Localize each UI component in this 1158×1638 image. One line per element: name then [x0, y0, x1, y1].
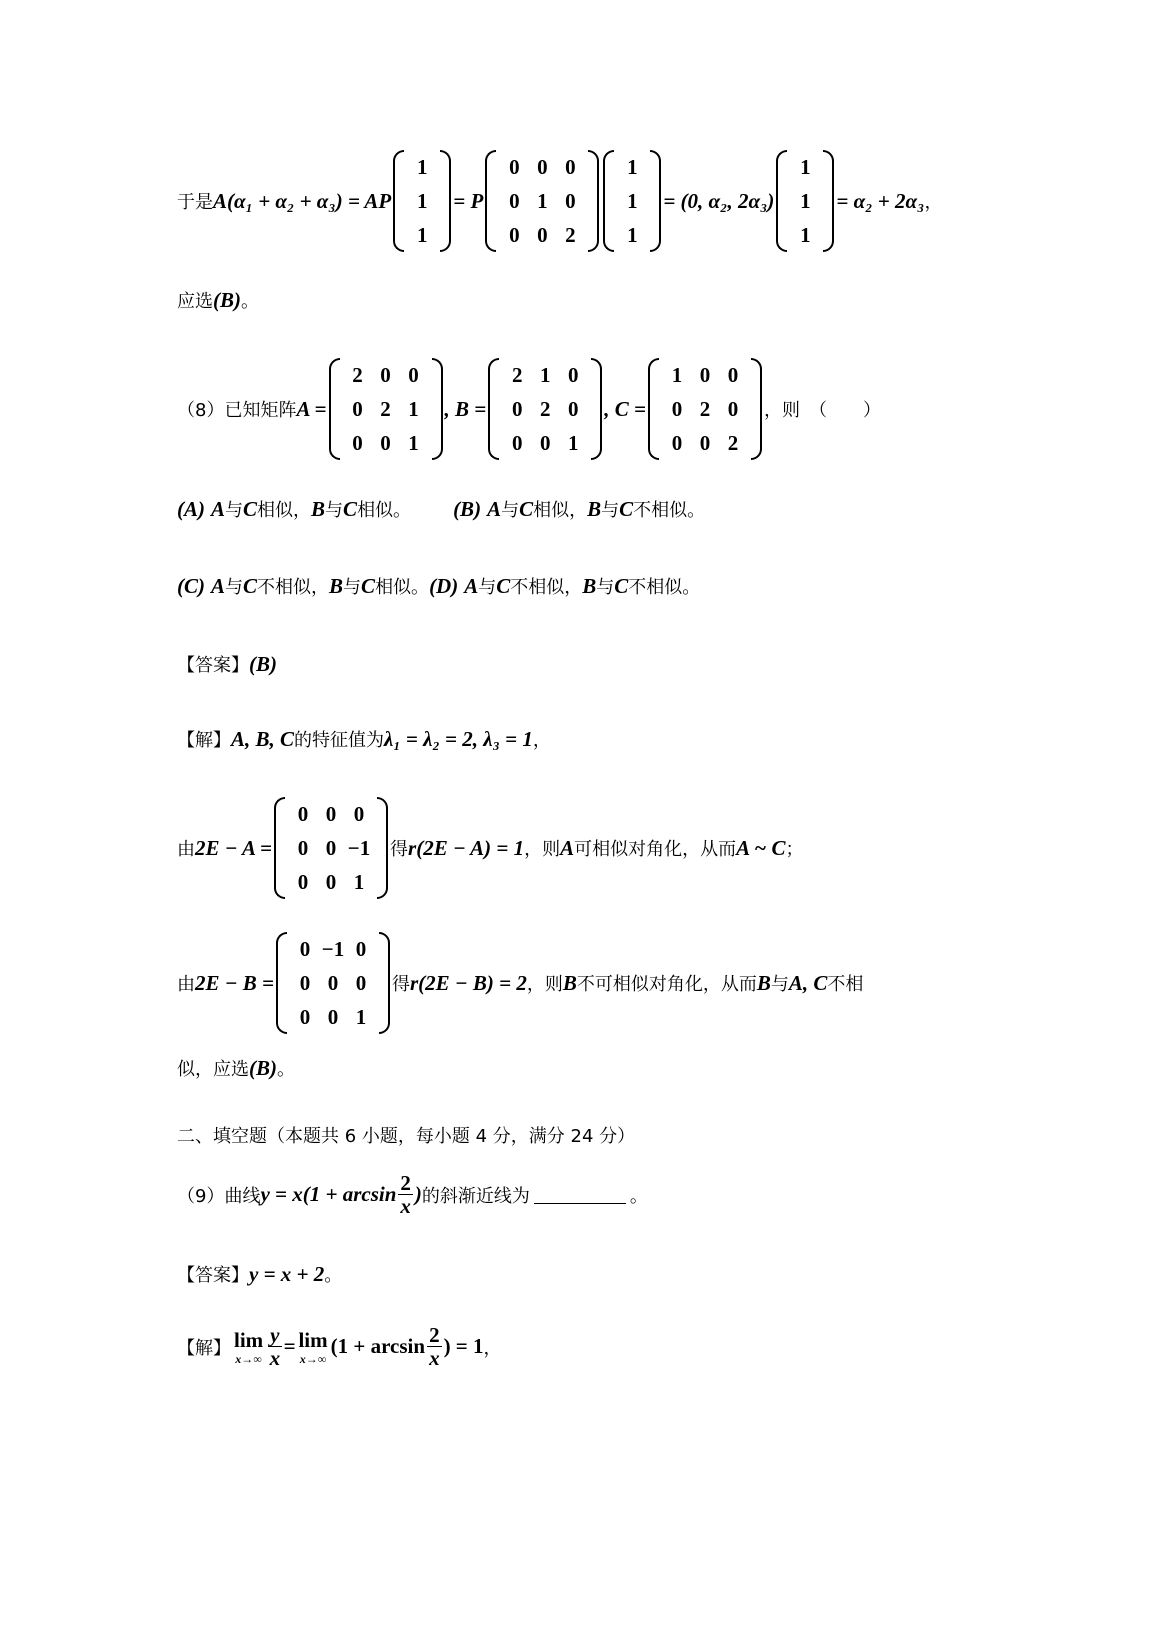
m-cell: 0 — [327, 1005, 339, 1029]
p-cell: 0 — [509, 223, 520, 247]
q9-end: 。 — [629, 1185, 648, 1207]
option-c-text: 与 — [225, 577, 244, 598]
option-b-text: 相似， — [533, 500, 588, 521]
option-c-text: 与 — [343, 577, 362, 598]
matrix-B — [488, 358, 602, 460]
p-cell: 0 — [537, 223, 548, 247]
option-d-text: 与 — [596, 577, 615, 598]
choose-b-1 — [177, 287, 259, 313]
eq-prefix: 于是 — [177, 192, 213, 213]
step1-de: 得 — [390, 839, 409, 860]
a-cell: 1 — [408, 397, 419, 421]
step2b-answer: (B) — [249, 1055, 277, 1080]
vector-3 — [776, 150, 834, 252]
c-cell: 1 — [671, 363, 683, 387]
choose-answer: (B) — [213, 287, 241, 312]
m-cell: 0 — [297, 836, 309, 860]
a-cell: 2 — [380, 397, 391, 421]
section-2-heading — [177, 1122, 635, 1148]
b-cell: 1 — [540, 363, 551, 387]
m-cell: 0 — [299, 1005, 311, 1029]
limit-1 — [234, 1328, 263, 1365]
v2-0: 1 — [627, 155, 638, 179]
q8-b-label: , B = — [444, 396, 487, 421]
answer-8 — [177, 651, 277, 677]
a-cell: 1 — [408, 431, 419, 455]
option-a-var: B — [311, 496, 326, 521]
p-cell: 0 — [509, 155, 520, 179]
limit-2 — [298, 1328, 327, 1365]
step2b-text: 似，应选 — [177, 1059, 249, 1080]
option-c-text: 相似。 — [375, 577, 430, 598]
option-d-var: B — [582, 573, 597, 598]
m-cell: 0 — [299, 937, 311, 961]
a-cell: 0 — [408, 363, 419, 387]
q9-expr-close: ) — [414, 1182, 422, 1206]
step2-text: 与 — [770, 974, 789, 995]
step2-var: B — [756, 970, 771, 995]
vector-2 — [603, 150, 661, 252]
eigenvalues: λ₁ = λ₂ = 2, λ₃ = 1 — [384, 726, 533, 751]
answer-value: y = x + 2 — [249, 1261, 325, 1286]
option-d-var: C — [496, 573, 511, 598]
option-c-var: C — [243, 573, 258, 598]
step1-end: ； — [785, 839, 804, 860]
b-cell: 1 — [568, 431, 579, 455]
b-cell: 0 — [568, 363, 579, 387]
step1-relation: A ~ C — [736, 835, 786, 860]
m-cell: 0 — [325, 802, 337, 826]
m-cell: 0 — [325, 836, 337, 860]
c-cell: 0 — [671, 431, 683, 455]
vector-1 — [393, 150, 451, 252]
m-cell: −1 — [321, 937, 345, 961]
m-cell: −1 — [347, 836, 371, 860]
m-cell: 0 — [327, 971, 339, 995]
q9-num: 2 — [400, 1171, 411, 1195]
q8-label: （8）已知矩阵 — [177, 400, 297, 421]
matrix-A — [329, 358, 443, 460]
p-cell: 0 — [565, 189, 576, 213]
p-cell: 1 — [537, 189, 548, 213]
m-cell: 0 — [299, 971, 311, 995]
m-cell: 0 — [325, 870, 337, 894]
step1-rank: r(2E − A) = 1 — [408, 835, 525, 860]
sol9-den: x — [269, 1346, 281, 1370]
v3-2: 1 — [800, 223, 811, 247]
step2b-end: 。 — [277, 1059, 295, 1080]
matrix-C — [648, 358, 762, 460]
c-cell: 0 — [699, 431, 711, 455]
v1-0: 1 — [417, 155, 428, 179]
a-cell: 0 — [352, 431, 363, 455]
c-cell: 0 — [727, 397, 739, 421]
c-cell: 2 — [727, 431, 739, 455]
step2-de: 得 — [391, 974, 410, 995]
answer-label: 【答案】 — [177, 1265, 249, 1286]
step2-var: B — [562, 970, 577, 995]
a-cell: 0 — [380, 363, 391, 387]
option-b-var: A — [487, 496, 502, 521]
step1-text: 可相似对角化，从而 — [574, 839, 737, 860]
option-a-text: 与 — [325, 500, 344, 521]
b-cell: 0 — [512, 397, 523, 421]
solution-text: 的特征值为 — [294, 730, 385, 751]
q9-text: 的斜渐近线为 — [421, 1185, 530, 1207]
q8-c-label: , C = — [604, 396, 646, 421]
option-b-tag: (B) — [453, 496, 482, 521]
step-2 — [177, 932, 863, 1034]
v2-1: 1 — [627, 189, 638, 213]
option-c-tag: (C) — [177, 573, 205, 598]
step2-rank: r(2E − B) = 2 — [409, 970, 527, 995]
choose-text: 应选 — [177, 291, 213, 312]
option-d-var: A — [464, 573, 479, 598]
a-cell: 2 — [352, 363, 363, 387]
option-d-text: 与 — [478, 577, 497, 598]
c-cell: 0 — [727, 363, 739, 387]
option-a-tag: (A) — [177, 496, 205, 521]
option-b-text: 与 — [601, 500, 620, 521]
option-b-var: B — [587, 496, 602, 521]
sol9-expr-close: ) = 1 — [443, 1334, 484, 1358]
answer-value: (B) — [249, 651, 277, 676]
m-cell: 1 — [353, 870, 365, 894]
option-d-var: C — [614, 573, 629, 598]
solution-9 — [177, 1324, 502, 1369]
eq-end: ， — [924, 192, 943, 213]
step-2-cont — [177, 1055, 295, 1081]
option-a-var: A — [211, 496, 226, 521]
option-d-tag: (D) — [429, 573, 459, 598]
option-d-text: 不相似， — [510, 577, 583, 598]
m-cell: 0 — [355, 937, 367, 961]
solution-end: ， — [532, 730, 551, 751]
option-d-text: 不相似。 — [628, 577, 701, 598]
eq-eq2: = (0, α₂, 2α₃) — [663, 188, 775, 213]
v2-2: 1 — [627, 223, 638, 247]
q8-a-label: A = — [296, 396, 327, 421]
q9-den: x — [400, 1194, 411, 1218]
c-cell: 2 — [699, 397, 711, 421]
option-a-text: 与 — [225, 500, 244, 521]
a-cell: 0 — [352, 397, 363, 421]
m-cell: 0 — [297, 870, 309, 894]
q8-tail: ，则 （ ） — [764, 400, 881, 421]
b-cell: 2 — [540, 397, 551, 421]
lim-sub: x→∞ — [235, 1352, 262, 1366]
step2-lhs: 2E − B = — [195, 970, 274, 995]
choose-end: 。 — [241, 291, 259, 312]
answer-label: 【答案】 — [177, 655, 249, 676]
sol9-end: ， — [483, 1337, 502, 1359]
step2-text: ，则 — [526, 974, 563, 995]
step2-var: A, C — [788, 970, 828, 995]
b-cell: 2 — [512, 363, 523, 387]
c-cell: 0 — [699, 363, 711, 387]
q9-label: （9）曲线 — [177, 1185, 261, 1207]
q9-fraction — [398, 1172, 413, 1217]
q9-answer-blank[interactable] — [534, 1185, 626, 1204]
option-b-text: 不相似。 — [633, 500, 706, 521]
matrix-P — [485, 150, 599, 252]
p-cell: 0 — [565, 155, 576, 179]
m-cell: 1 — [355, 1005, 367, 1029]
option-b-var: C — [519, 496, 534, 521]
answer-9 — [177, 1261, 342, 1287]
b-cell: 0 — [540, 431, 551, 455]
solution-label: 【解】 — [177, 730, 231, 751]
option-b-var: C — [619, 496, 634, 521]
a-cell: 0 — [380, 431, 391, 455]
lim-sub: x→∞ — [299, 1352, 327, 1366]
options-cd — [177, 573, 700, 599]
p-cell: 0 — [509, 189, 520, 213]
v3-1: 1 — [800, 189, 811, 213]
b-cell: 0 — [568, 397, 579, 421]
option-a-text: 相似。 — [357, 500, 412, 521]
sol9-eq: = — [283, 1334, 296, 1358]
sol9-num2: 2 — [429, 1323, 440, 1347]
step1-text: ，则 — [524, 839, 561, 860]
matrix-2E-B — [276, 932, 390, 1034]
v3-0: 1 — [800, 155, 811, 179]
p-cell: 0 — [537, 155, 548, 179]
matrix-2E-A — [274, 797, 388, 899]
v1-2: 1 — [417, 223, 428, 247]
step2-text: 不可相似对角化，从而 — [576, 974, 757, 995]
m-cell: 0 — [355, 971, 367, 995]
eq-rhs: = α₂ + 2α₃ — [836, 188, 925, 213]
option-c-var: C — [361, 573, 376, 598]
solution-vars: A, B, C — [231, 726, 295, 751]
eq-eq1: = P — [453, 188, 484, 213]
option-a-text: 相似， — [257, 500, 312, 521]
step1-lhs: 2E − A = — [195, 835, 273, 860]
option-a-var: C — [243, 496, 258, 521]
v1-1: 1 — [417, 189, 428, 213]
solution-label: 【解】 — [177, 1337, 231, 1359]
m-cell: 0 — [353, 802, 365, 826]
b-cell: 0 — [512, 431, 523, 455]
eq-top — [177, 150, 942, 252]
sol9-den2: x — [429, 1346, 440, 1370]
options-ab — [177, 496, 705, 522]
eq-lhs: A(α₁ + α₂ + α₃) = AP — [213, 188, 392, 213]
option-c-var: A — [211, 573, 226, 598]
lim-word: lim — [234, 1328, 264, 1352]
step2-text: 不相 — [827, 974, 864, 995]
solution-8 — [177, 726, 551, 752]
step1-you: 由 — [177, 839, 195, 860]
question-9 — [177, 1172, 648, 1217]
sol9-fraction-1 — [268, 1324, 281, 1369]
p-cell: 2 — [565, 223, 576, 247]
step2-you: 由 — [177, 974, 195, 995]
q9-expr: y = x(1 + arcsin — [260, 1182, 397, 1206]
sol9-expr: (1 + arcsin — [330, 1334, 426, 1358]
m-cell: 0 — [297, 802, 309, 826]
option-c-var: B — [329, 573, 344, 598]
c-cell: 0 — [671, 397, 683, 421]
option-b-text: 与 — [501, 500, 520, 521]
sol9-fraction-2 — [427, 1324, 442, 1369]
step-1 — [177, 797, 803, 899]
option-c-text: 不相似， — [257, 577, 330, 598]
answer-end: 。 — [324, 1265, 343, 1286]
lim-word: lim — [298, 1328, 328, 1352]
step1-var: A — [560, 835, 575, 860]
question-8 — [177, 358, 881, 460]
section-title: 二、填空题（本题共 6 小题，每小题 4 分，满分 24 分） — [177, 1126, 636, 1147]
option-a-var: C — [343, 496, 358, 521]
sol9-num: y — [270, 1323, 280, 1347]
